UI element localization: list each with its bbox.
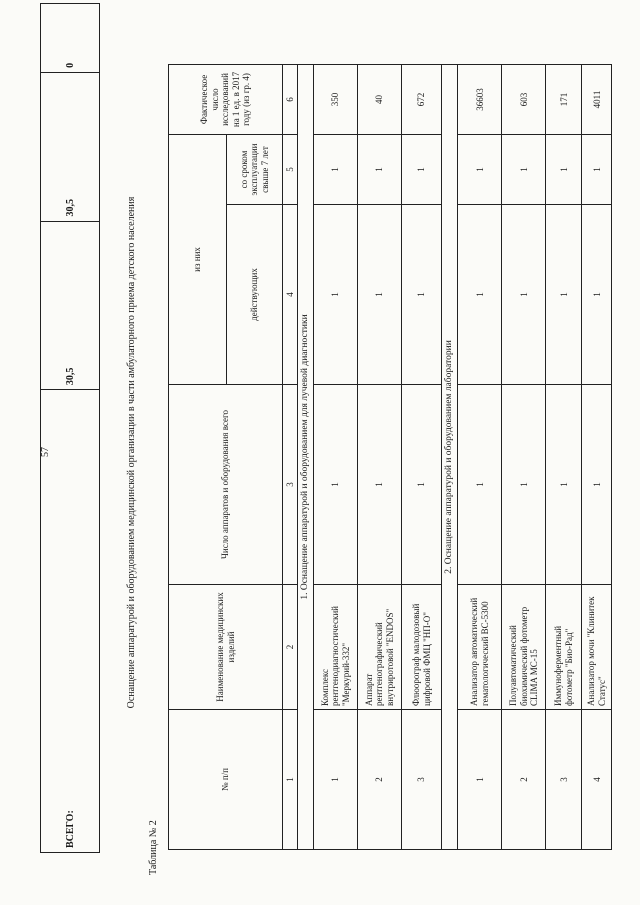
row-active: 1	[402, 205, 442, 385]
section-title: 1. Оснащение аппаратурой и оборудованием для лучевой диагностики	[298, 64, 314, 849]
row-name: Анализатор автоматический гематологический ВС-5300	[458, 585, 502, 710]
row-old: 1	[582, 134, 612, 204]
row-num: 1	[458, 710, 502, 850]
table-caption: Таблица № 2	[148, 820, 159, 875]
row-fact: 603	[502, 64, 546, 134]
row-total: 1	[582, 385, 612, 585]
total-value-2: 30,5	[41, 72, 100, 221]
row-name: Флюорограф малодозовый цифровой ФМЦ "НП-О"	[402, 585, 442, 710]
header-active: действующих	[227, 205, 283, 385]
row-fact: 36603	[458, 64, 502, 134]
row-name: Анализатор мочи "Клинитек Статус"	[582, 585, 612, 710]
section-title: 2. Оснащение аппаратурой и оборудованием лаборатории	[442, 64, 458, 849]
equipment-table	[168, 64, 612, 850]
total-table	[40, 3, 100, 853]
row-old: 1	[402, 134, 442, 204]
total-row	[41, 4, 100, 853]
row-active: 1	[546, 205, 582, 385]
table-row	[502, 64, 546, 849]
row-total: 1	[458, 385, 502, 585]
row-num: 2	[358, 710, 402, 850]
row-total: 1	[546, 385, 582, 585]
row-active: 1	[502, 205, 546, 385]
col-num-3: 3	[283, 385, 298, 585]
row-old: 1	[314, 134, 358, 204]
row-total: 1	[358, 385, 402, 585]
row-num: 2	[502, 710, 546, 850]
col-num-5: 5	[283, 134, 298, 204]
col-num-2: 2	[283, 585, 298, 710]
col-num-1: 1	[283, 710, 298, 850]
row-total: 1	[502, 385, 546, 585]
row-active: 1	[358, 205, 402, 385]
row-fact: 4011	[582, 64, 612, 134]
header-name: Наименование медицинских изделий	[169, 585, 283, 710]
table-row	[358, 64, 402, 849]
row-name: Полуавтоматический биохимический фотометр CLIMA MC-15	[502, 585, 546, 710]
row-name: Комплекс рентгенодиагностический "Меркурий-332"	[314, 585, 358, 710]
total-value-3: 0	[41, 4, 100, 73]
row-name: Иммуноферментный фотометр "Био-Рад"	[546, 585, 582, 710]
total-label: ВСЕГО:	[41, 390, 100, 853]
row-old: 1	[502, 134, 546, 204]
table-row	[582, 64, 612, 849]
section-row	[442, 64, 458, 849]
table-title: Оснащение аппаратурой и оборудованием медицинской организации в части амбулаторного приема детского населения	[126, 196, 137, 709]
table-row	[402, 64, 442, 849]
row-old: 1	[458, 134, 502, 204]
row-old: 1	[546, 134, 582, 204]
header-of-them: из них	[169, 134, 227, 384]
header-row-1	[169, 64, 227, 849]
row-fact: 171	[546, 64, 582, 134]
table-row	[458, 64, 502, 849]
row-total: 1	[314, 385, 358, 585]
column-numbers-row	[283, 64, 298, 849]
header-fact: Фактическое число исследований на 1 ед. в 2017 году (из гр. 4)	[169, 64, 283, 134]
row-num: 4	[582, 710, 612, 850]
table-row	[314, 64, 358, 849]
row-num: 3	[546, 710, 582, 850]
table-row	[546, 64, 582, 849]
col-num-6: 6	[283, 64, 298, 134]
section-row	[298, 64, 314, 849]
col-num-4: 4	[283, 205, 298, 385]
row-active: 1	[314, 205, 358, 385]
row-total: 1	[402, 385, 442, 585]
total-value-1: 30,5	[41, 221, 100, 390]
row-old: 1	[358, 134, 402, 204]
row-fact: 350	[314, 64, 358, 134]
row-num: 3	[402, 710, 442, 850]
page-number: 57	[40, 447, 51, 457]
row-name: Аппарат рентгенографический внутриротовой "ENDOS"	[358, 585, 402, 710]
row-num: 1	[314, 710, 358, 850]
row-fact: 40	[358, 64, 402, 134]
header-num: № п/п	[169, 710, 283, 850]
row-fact: 672	[402, 64, 442, 134]
row-active: 1	[582, 205, 612, 385]
header-total: Число аппаратов и оборудования всего	[169, 385, 283, 585]
row-active: 1	[458, 205, 502, 385]
header-old: со сроком эксплуатации свыше 7 лет	[227, 134, 283, 204]
